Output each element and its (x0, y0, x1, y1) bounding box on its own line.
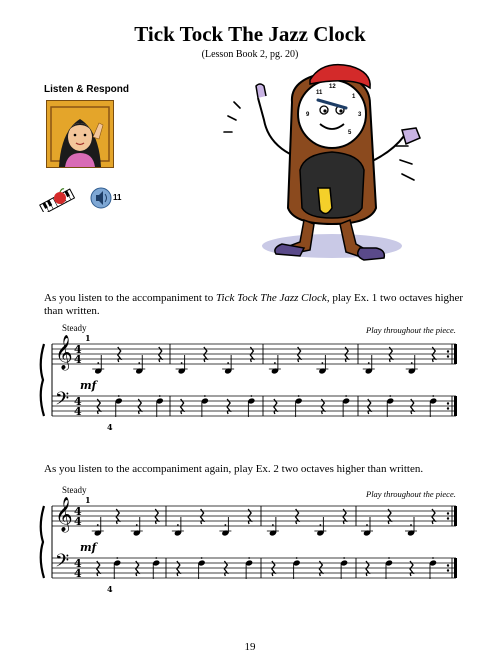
page-number: 19 (244, 641, 256, 653)
repeat-dot (447, 407, 449, 409)
fingering-top: 1 (85, 333, 91, 343)
staccato-dot (204, 395, 206, 397)
time-signature: 4 (74, 557, 82, 570)
time-signature: 4 (74, 505, 82, 518)
repeat-dot (447, 517, 449, 519)
svg-text:5: 5 (348, 130, 352, 136)
repeat-dot (447, 512, 449, 514)
time-signature: 4 (74, 567, 82, 580)
repeat-dot (447, 350, 449, 352)
exercise-1-tempo: Steady (62, 323, 87, 333)
staccato-dot (298, 395, 300, 397)
staccato-dot (227, 362, 229, 364)
dynamic-marking: mf (80, 379, 97, 392)
fingering-top: 1 (85, 495, 91, 505)
listen-respond-illustration (46, 100, 114, 168)
repeat-thick-line (454, 558, 457, 578)
svg-text:9: 9 (306, 112, 310, 118)
staccato-dot (432, 395, 434, 397)
fingering-bottom: 4 (107, 422, 113, 432)
treble-clef: 𝄞 (55, 335, 73, 370)
bass-clef: 𝄢 (55, 551, 70, 576)
staccato-dot (136, 524, 138, 526)
staccato-dot (389, 395, 391, 397)
staccato-dot (321, 362, 323, 364)
repeat-dot (447, 402, 449, 404)
staccato-dot (345, 395, 347, 397)
time-signature: 4 (74, 343, 82, 356)
staccato-dot (296, 557, 298, 559)
listen-respond-label: Listen & Respond (44, 84, 130, 95)
staccato-dot (116, 557, 118, 559)
page-title: Tick Tock The Jazz Clock (134, 22, 366, 46)
svg-text:1: 1 (352, 94, 356, 100)
repeat-thick-line (454, 506, 457, 526)
fingering-bottom: 4 (107, 584, 113, 594)
staccato-dot (177, 524, 179, 526)
staccato-dot (272, 524, 274, 526)
staccato-dot (224, 524, 226, 526)
track-number: 11 (113, 193, 122, 202)
staccato-dot (388, 557, 390, 559)
exercise-1-direction: Play throughout the piece. (366, 325, 456, 335)
staccato-dot (118, 395, 120, 397)
staccato-dot (343, 557, 345, 559)
staccato-dot (250, 395, 252, 397)
brace (41, 506, 44, 578)
time-signature: 4 (74, 395, 82, 408)
staccato-dot (155, 557, 157, 559)
exercise-2-instruction: As you listen to the accompaniment again, play Ex. 2 two octaves higher than written. (44, 463, 424, 475)
staccato-dot (159, 395, 161, 397)
exercise-1-grand-staff (0, 330, 500, 440)
repeat-dot (447, 569, 449, 571)
staccato-dot (181, 362, 183, 364)
repeat-dot (447, 564, 449, 566)
staccato-dot (201, 557, 203, 559)
time-signature: 4 (74, 515, 82, 528)
staccato-dot (366, 524, 368, 526)
staccato-dot (319, 524, 321, 526)
exercise-2-direction: Play throughout the piece. (366, 489, 456, 499)
staccato-dot (248, 557, 250, 559)
svg-text:11: 11 (316, 90, 323, 96)
svg-text:12: 12 (329, 84, 336, 90)
dynamic-marking: mf (80, 541, 97, 554)
exercise-2-tempo: Steady (62, 485, 87, 495)
keyboard-apple-icon (40, 189, 75, 212)
repeat-dot (447, 355, 449, 357)
svg-text:3: 3 (358, 112, 362, 118)
staccato-dot (138, 362, 140, 364)
staccato-dot (97, 362, 99, 364)
treble-clef: 𝄞 (55, 497, 73, 532)
repeat-thick-line (454, 344, 457, 364)
repeat-thick-line (454, 396, 457, 416)
staccato-dot (274, 362, 276, 364)
time-signature: 4 (74, 353, 82, 366)
time-signature: 4 (74, 405, 82, 418)
exercise-1-instruction: As you listen to the accompaniment to Tick Tock The Jazz Clock, play Ex. 1 two octaves higher than written. (44, 292, 464, 317)
staccato-dot (410, 524, 412, 526)
brace (41, 344, 44, 416)
exercise-2-grand-staff (0, 492, 500, 602)
staccato-dot (432, 557, 434, 559)
staccato-dot (411, 362, 413, 364)
page-subtitle: (Lesson Book 2, pg. 20) (201, 49, 299, 60)
speaker-cd-icon (91, 188, 111, 208)
bass-clef: 𝄢 (55, 389, 70, 414)
staccato-dot (368, 362, 370, 364)
jazz-clock-illustration (220, 58, 435, 268)
staccato-dot (97, 524, 99, 526)
